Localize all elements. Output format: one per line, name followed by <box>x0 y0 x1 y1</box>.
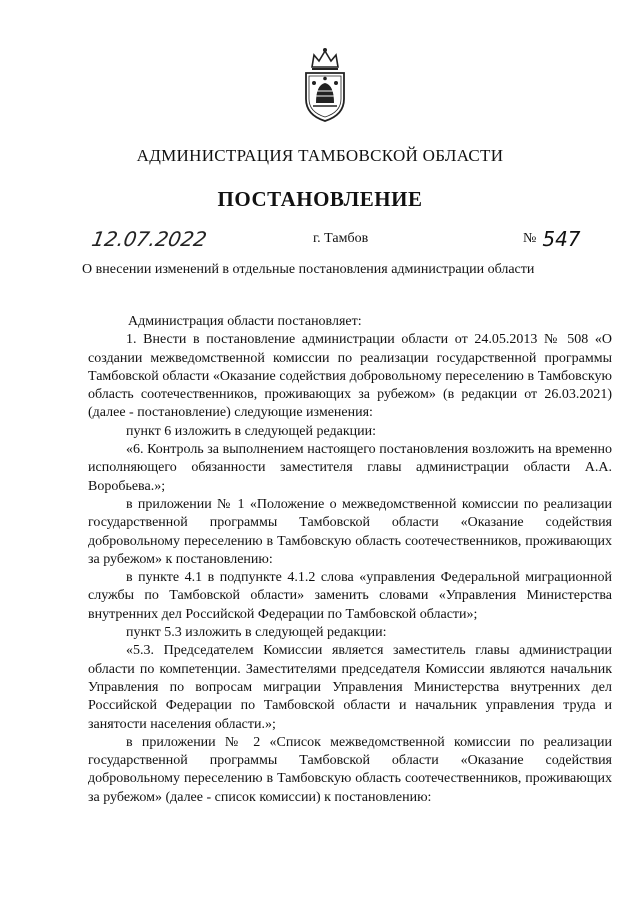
body-paragraph: в приложении № 2 «Список межведомственной комиссии по реализации государственной программы Тамбовской области «Оказание содействия добровольному переселению в Тамбовскую область соотечественников, проживающих за рубежом» (далее - список комиссии) к постановлению: <box>88 734 612 805</box>
body-paragraph: в приложении № 1 «Положение о межведомственной комиссии по реализации государственной программы Тамбовской области «Оказание содействия добровольному переселению в Тамбовскую область соотечественников, проживающих за рубежом» к постановлению: <box>88 496 612 567</box>
body-paragraph: «5.3. Председателем Комиссии является заместитель главы администрации области по компетенции. Заместителями председателя Комиссии являются начальник Управления по вопросам миграции Управления Министерства внутренних дел Российской Федерации по Тамбовской области и начальник управления труда и занятости населения области.»; <box>88 643 612 732</box>
coat-of-arms-icon <box>300 45 350 125</box>
document-date: 12.07.2022 <box>89 227 209 251</box>
document-city: г. Тамбов <box>313 231 369 246</box>
document-number <box>523 227 581 251</box>
number-value: 547 <box>542 227 581 251</box>
body-paragraph: в пункте 4.1 в подпункте 4.1.2 слова «управления Федеральной миграционной службы по Тамбовской области» заменить словами «Управления Министерства внутренних дел Российской Федерации по Тамбовской области»; <box>88 570 612 622</box>
body-paragraph: пункт 5.3 изложить в следующей редакции: <box>126 625 387 641</box>
number-label: № <box>523 231 537 246</box>
body-paragraph: 1. Внести в постановление администрации области от 24.05.2013 № 508 «О создании межведомственной комиссии по реализации государственной программы Тамбовской области «Оказание содействия добровольному переселению в Тамбовскую область соотечественников, проживающих за рубежом» (в редакции от 26.03.2021) (далее - постановление) следующие изменения: <box>88 332 612 421</box>
document-type-title: ПОСТАНОВЛЕНИЕ <box>217 187 423 211</box>
organization-title: АДМИНИСТРАЦИЯ ТАМБОВСКОЙ ОБЛАСТИ <box>136 146 504 165</box>
body-paragraph: пункт 6 изложить в следующей редакции: <box>126 423 376 439</box>
document-body <box>88 313 612 807</box>
body-paragraph: «6. Контроль за выполнением настоящего постановления возложить на временно исполняющего обязанности заместителя главы администрации области А.А. Воробьева.»; <box>88 442 612 494</box>
body-paragraph: Администрация области постановляет: <box>128 314 362 329</box>
document-subject: О внесении изменений в отдельные постановления администрации области <box>82 262 535 277</box>
